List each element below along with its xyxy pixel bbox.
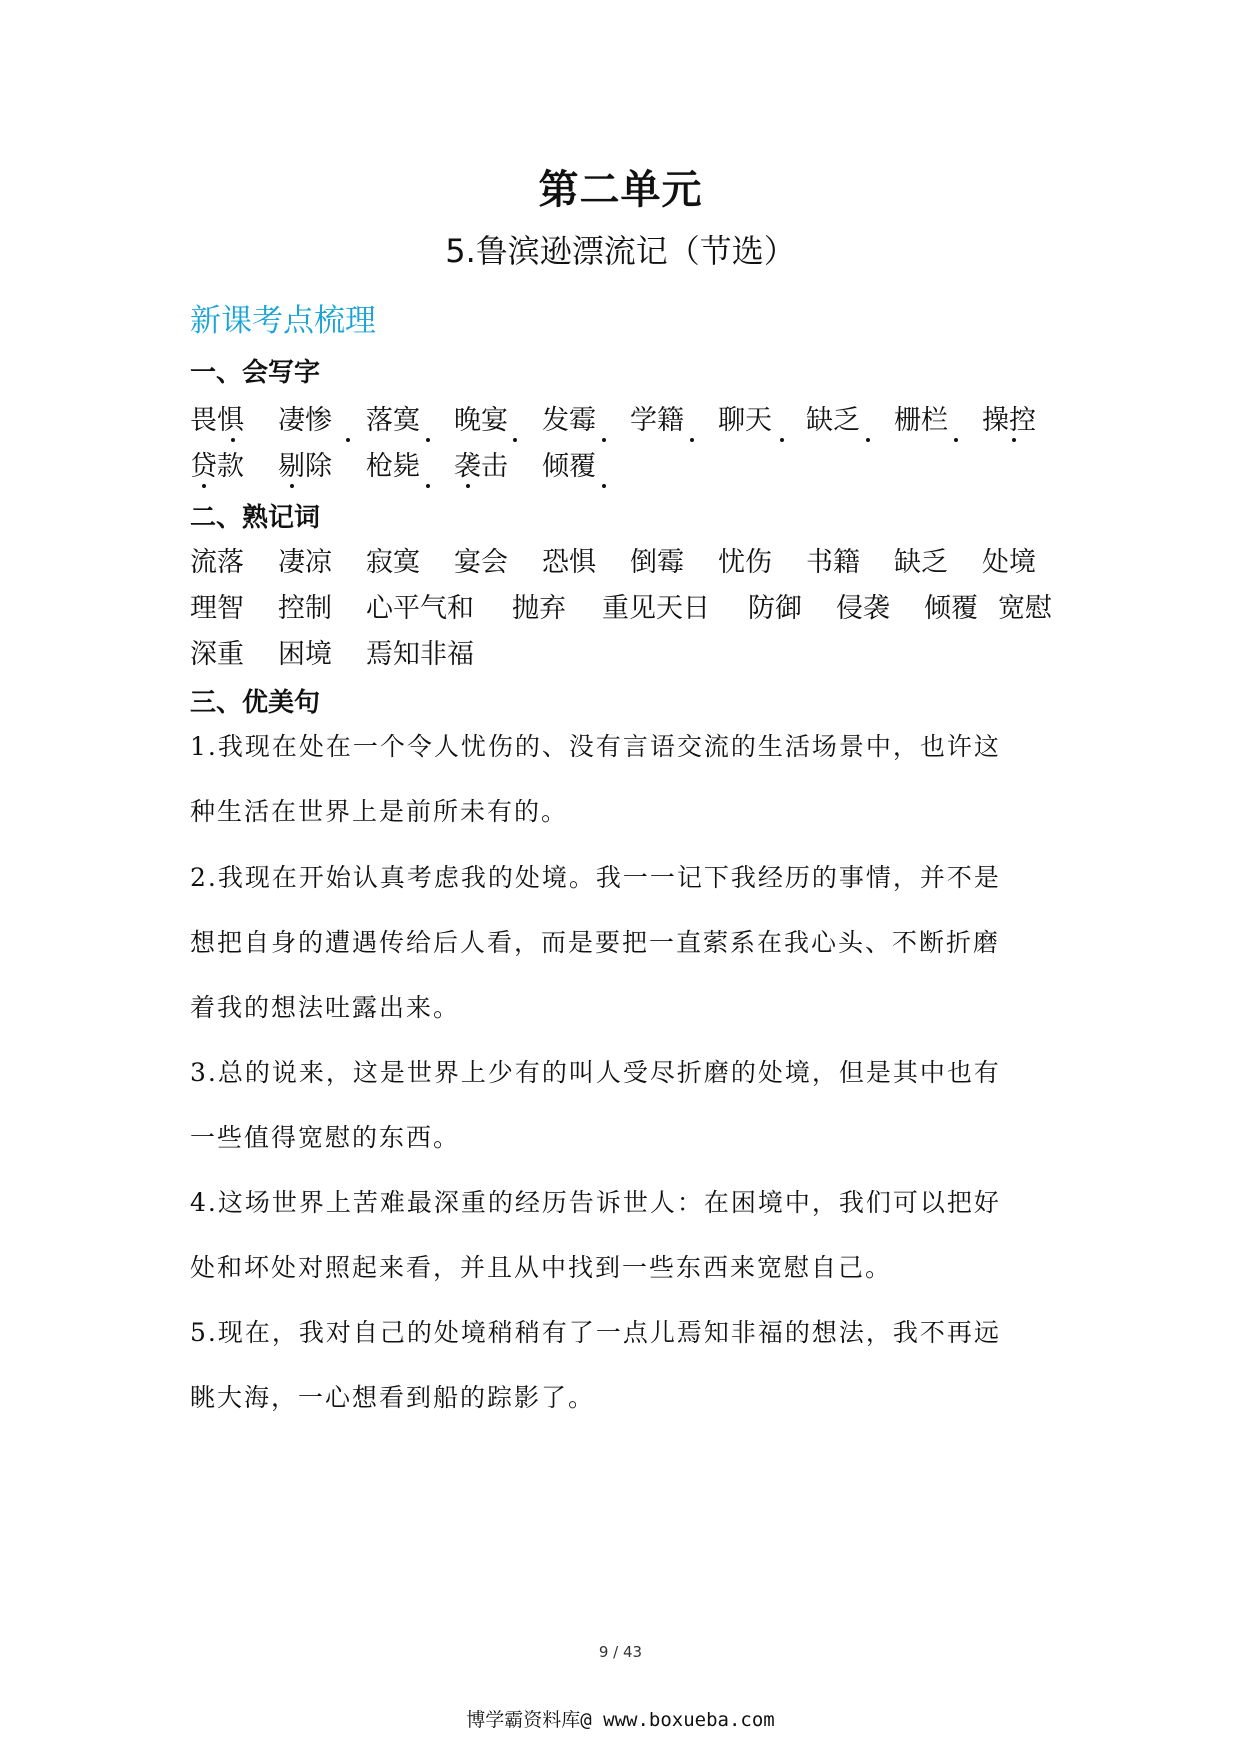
word-item: 侵袭 — [836, 593, 890, 624]
lesson-title: 5.鲁滨逊漂流记（节选） — [445, 232, 796, 270]
emphasis-dot — [346, 438, 350, 442]
sentence-item-1 — [190, 714, 1070, 844]
word-item: 恐惧 — [542, 547, 596, 578]
sentence-line: 4.这场世界上苦难最深重的经历告诉世人：在困境中，我们可以把好 — [190, 1188, 1001, 1217]
word-item: 忧伤 — [718, 547, 772, 578]
sentence-line: 想把自身的遭遇传给后人看，而是要把一直萦系在我心头、不断折磨 — [190, 928, 1001, 957]
page-number: 9 / 43 — [598, 1643, 643, 1661]
emphasis-dot — [202, 484, 206, 488]
word-item: 理智 — [190, 593, 244, 624]
emphasis-dot — [866, 438, 870, 442]
word-item: 书籍 — [806, 547, 860, 578]
word-item: 流落 — [190, 547, 244, 578]
emphasis-dot — [231, 438, 235, 442]
word-item: 控制 — [278, 593, 332, 624]
emphasis-dot — [290, 484, 294, 488]
word-item: 操控 — [982, 405, 1036, 436]
sentence-item-5 — [190, 1300, 1070, 1430]
sentence-line: 眺大海，一心想看到船的踪影了。 — [190, 1383, 596, 1412]
word-item: 学籍 — [630, 405, 684, 436]
word-item: 倒霉 — [630, 547, 684, 578]
emphasis-dot — [426, 438, 430, 442]
word-item: 缺乏 — [894, 547, 948, 578]
emphasis-dot — [602, 484, 606, 488]
sentence-line: 2.我现在开始认真考虑我的处境。我一一记下我经历的事情，并不是 — [190, 863, 1001, 892]
word-item: 宴会 — [454, 547, 508, 578]
emphasis-dot — [690, 438, 694, 442]
word-item: 发霉 — [542, 405, 596, 436]
word-item: 寂寞 — [366, 547, 420, 578]
word-item: 剔除 — [278, 451, 332, 482]
word-item: 倾覆 — [542, 451, 596, 482]
writing-heading: 一、会写字 — [190, 358, 321, 388]
word-item: 抛弃 — [512, 593, 566, 624]
sentence-line: 一些值得宽慰的东西。 — [190, 1123, 461, 1152]
emphasis-dot — [1012, 438, 1016, 442]
footer-watermark: 博学霸资料库@ www.boxueba.com — [466, 1709, 775, 1731]
emphasis-dot — [466, 484, 470, 488]
word-item: 凄凉 — [278, 547, 332, 578]
word-item: 缺乏 — [806, 405, 860, 436]
emphasis-dot — [954, 438, 958, 442]
word-item: 防御 — [748, 593, 802, 624]
emphasis-dot — [426, 484, 430, 488]
word-item: 宽慰 — [998, 593, 1052, 624]
word-item: 焉知非福 — [366, 639, 474, 670]
section-title: 新课考点梳理 — [190, 303, 376, 339]
sentence-line: 处和坏处对照起来看，并且从中找到一些东西来宽慰自己。 — [190, 1253, 893, 1282]
word-item: 深重 — [190, 639, 244, 670]
sentence-line: 3.总的说来，这是世界上少有的叫人受尽折磨的处境，但是其中也有 — [190, 1058, 1001, 1087]
word-item: 重见天日 — [602, 593, 710, 624]
word-item: 袭击 — [454, 451, 508, 482]
word-item: 困境 — [278, 639, 332, 670]
unit-title: 第二单元 — [538, 167, 703, 213]
word-item: 凄惨 — [278, 405, 332, 436]
word-item: 栅栏 — [894, 405, 948, 436]
sentence-line: 着我的想法吐露出来。 — [190, 993, 461, 1022]
word-item: 处境 — [982, 547, 1036, 578]
sentence-line: 1.我现在处在一个令人忧伤的、没有言语交流的生活场景中，也许这 — [190, 732, 1001, 761]
word-item: 落寞 — [366, 405, 420, 436]
emphasis-dot — [602, 438, 606, 442]
sentence-line: 5.现在，我对自己的处境稍稍有了一点儿焉知非福的想法，我不再远 — [190, 1318, 1001, 1347]
sentence-item-2 — [190, 845, 1070, 1040]
sentences-heading: 三、优美句 — [190, 688, 321, 718]
word-item: 枪毙 — [366, 451, 420, 482]
word-item: 畏惧 — [190, 405, 244, 436]
word-item: 聊天 — [718, 405, 772, 436]
sentence-line: 种生活在世界上是前所未有的。 — [190, 797, 569, 826]
sentence-item-3 — [190, 1040, 1070, 1170]
word-item: 心平气和 — [366, 593, 474, 624]
word-item: 贷款 — [190, 451, 244, 482]
sentence-item-4 — [190, 1170, 1070, 1300]
word-item: 晚宴 — [454, 405, 508, 436]
emphasis-dot — [513, 438, 517, 442]
emphasis-dot — [780, 438, 784, 442]
vocab-heading: 二、熟记词 — [190, 503, 321, 533]
word-item: 倾覆 — [924, 593, 978, 624]
